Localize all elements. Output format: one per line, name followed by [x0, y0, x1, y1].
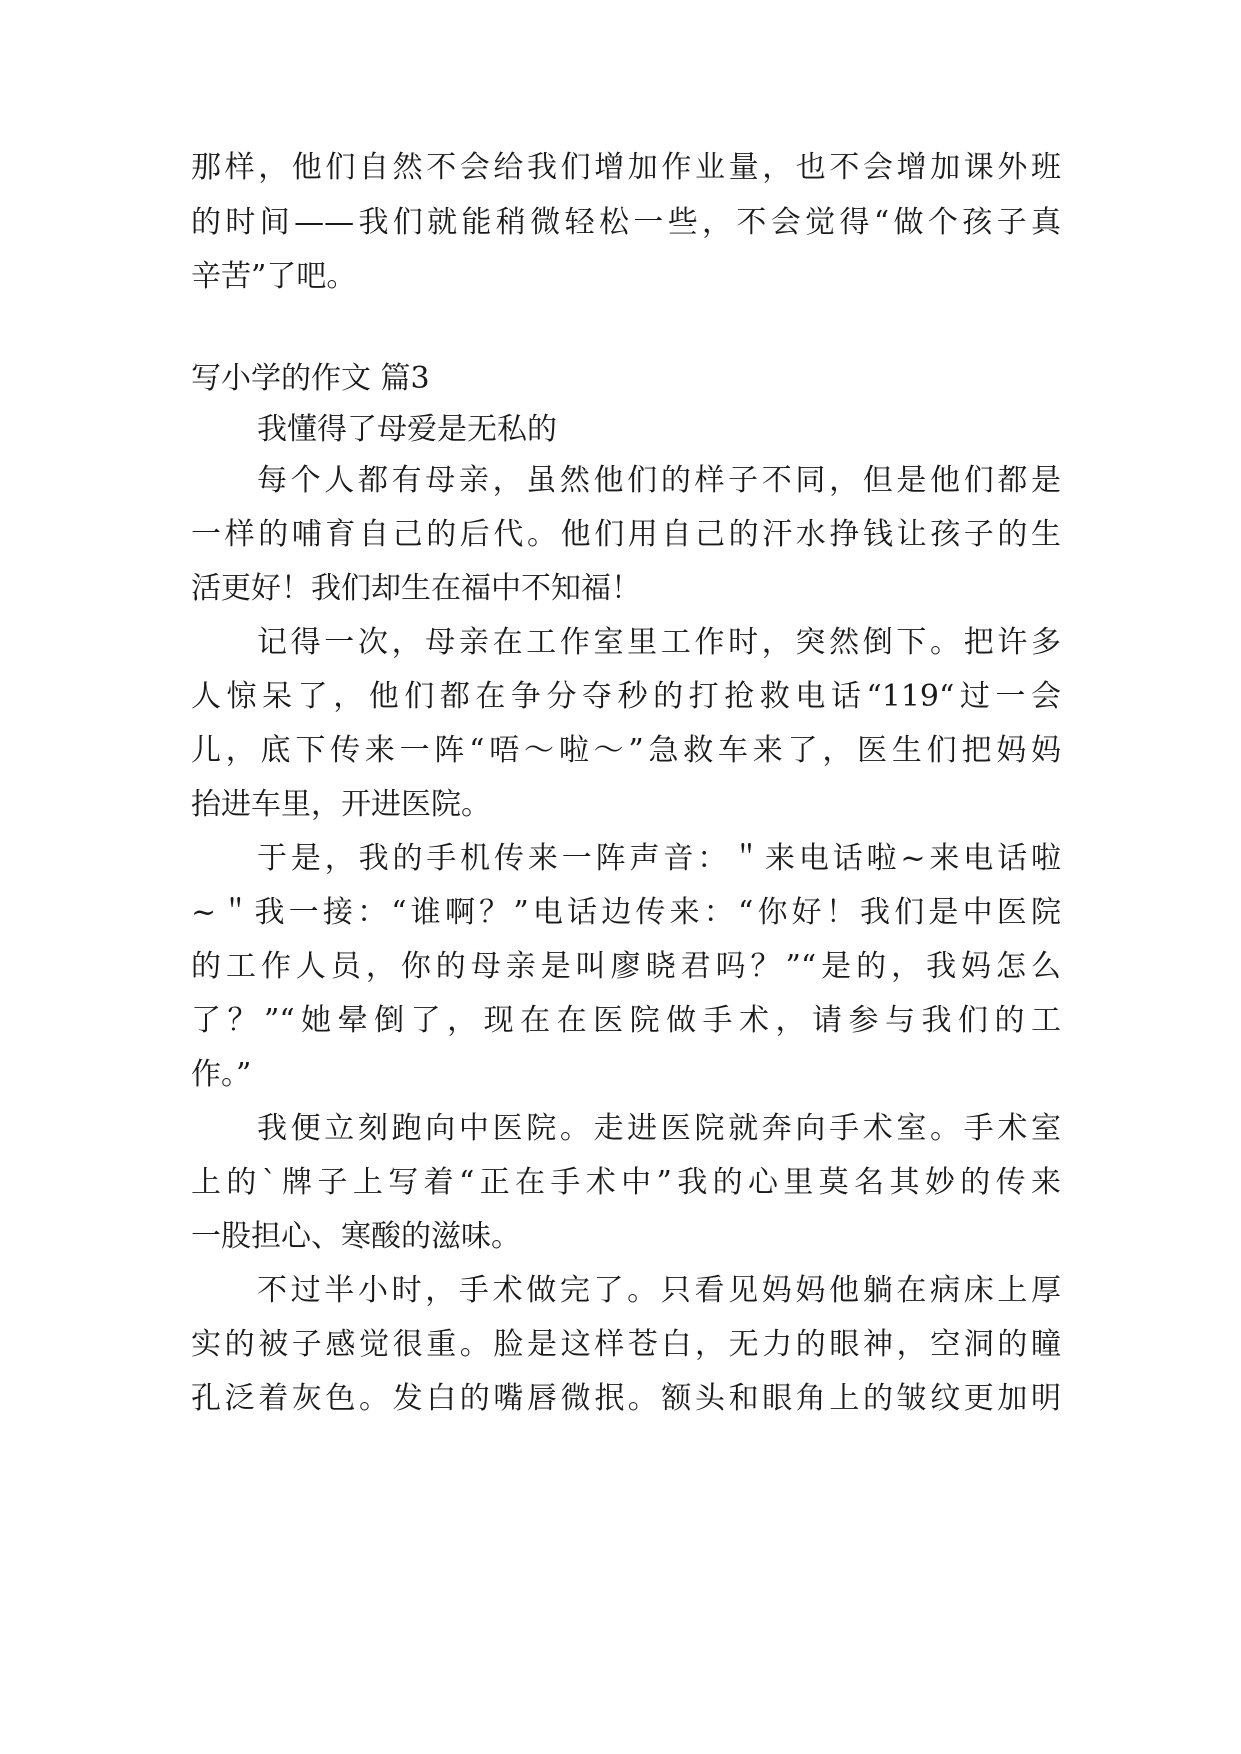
paragraph-line: 活更好！我们却生在福中不知福！: [191, 571, 641, 606]
paragraph-line: 那样，他们自然不会给我们增加作业量，也不会增加课外班: [191, 150, 1061, 185]
paragraph-line: 的时间——我们就能稍微轻松一些，不会觉得“做个孩子真: [191, 205, 1061, 240]
paragraph-line: 每个人都有母亲，虽然他们的样子不同，但是他们都是: [257, 463, 1061, 498]
paragraph-line: 一样的哺育自己的后代。他们用自己的汗水挣钱让孩子的生: [191, 517, 1061, 552]
paragraph-line: 我便立刻跑向中医院。走进医院就奔向手术室。手术室: [257, 1111, 1061, 1146]
paragraph-line: ~＂我一接：“谁啊？”电话边传来：“你好！我们是中医院: [191, 895, 1061, 930]
paragraph-line: 一股担心、寒酸的滋味。: [191, 1219, 521, 1254]
paragraph-line: 记得一次，母亲在工作室里工作时，突然倒下。把许多: [257, 625, 1061, 660]
paragraph-line: 的工作人员，你的母亲是叫廖晓君吗？”“是的，我妈怎么: [191, 949, 1061, 984]
paragraph-line: 作。”: [191, 1057, 252, 1092]
essay-title: 我懂得了母爱是无私的: [257, 412, 557, 447]
paragraph-line: 了？”“她晕倒了，现在在医院做手术，请参与我们的工: [191, 1003, 1061, 1038]
paragraph-line: 辛苦”了吧。: [191, 259, 357, 294]
paragraph-line: 上的`牌子上写着“正在手术中”我的心里莫名其妙的传来: [191, 1165, 1061, 1200]
paragraph-line: 孔泛着灰色。发白的嘴唇微抿。额头和眼角上的皱纹更加明: [191, 1381, 1061, 1416]
paragraph-line: 于是，我的手机传来一阵声音：＂来电话啦~来电话啦: [257, 841, 1061, 876]
paragraph-line: 实的被子感觉很重。脸是这样苍白，无力的眼神，空洞的瞳: [191, 1327, 1061, 1362]
paragraph-line: 不过半小时，手术做完了。只看见妈妈他躺在病床上厚: [257, 1273, 1061, 1308]
paragraph-line: 儿，底下传来一阵“唔～啦～”急救车来了，医生们把妈妈: [191, 733, 1061, 768]
paragraph-line: 人惊呆了，他们都在争分夺秒的打抢救电话“119“过一会: [191, 679, 1061, 714]
paragraph-line: 抬进车里，开进医院。: [191, 787, 491, 822]
section-heading: 写小学的作文 篇3: [191, 361, 430, 396]
